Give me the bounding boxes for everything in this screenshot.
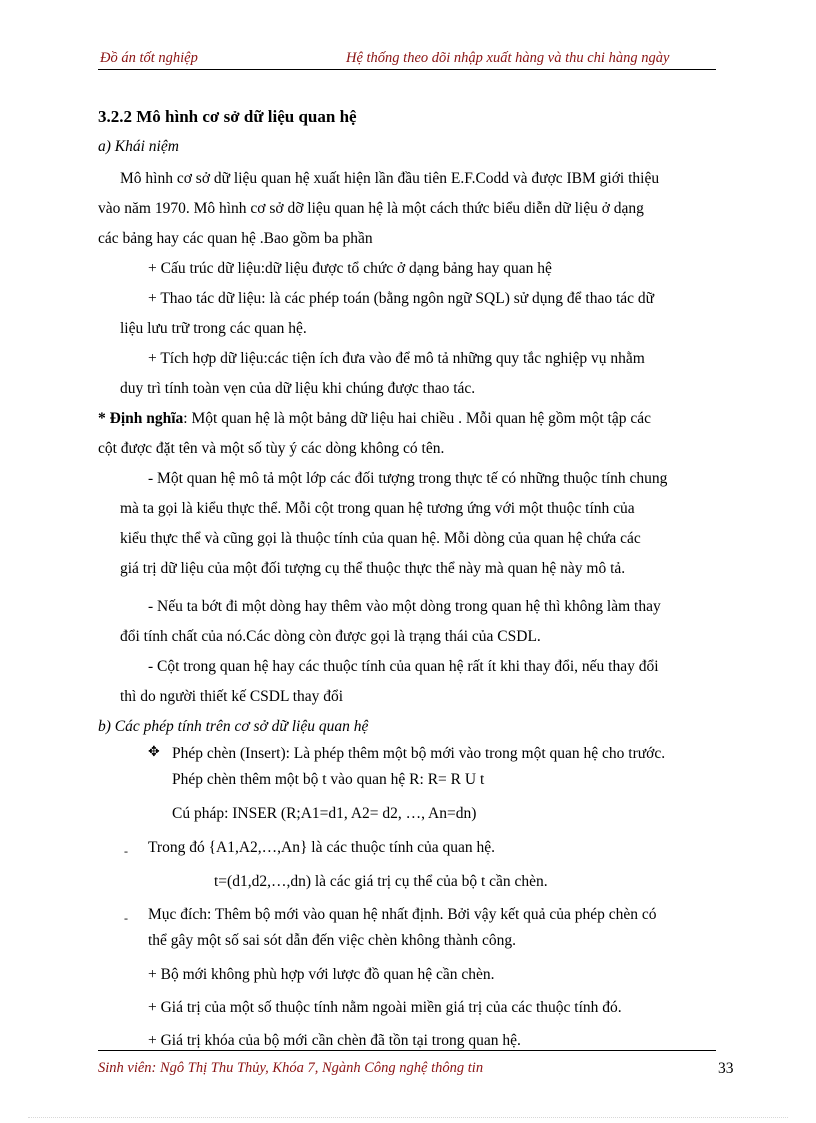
definition-line2: cột được đặt tên và một số tùy ý các dòng không có tên. [98, 440, 445, 457]
footer-student: Sinh viên: Ngô Thị Thu Thủy, Khóa 7, Ngành Công nghệ thông tin [98, 1060, 484, 1076]
four-petal-bullet-icon: ✥ [148, 745, 160, 760]
note2-line1: - Nếu ta bớt đi một dòng hay thêm vào một dòng trong quan hệ thì không làm thay [148, 598, 661, 615]
insert-purpose-line2: thể gây một số sai sót dẫn đến việc chèn không thành công. [148, 932, 517, 949]
insert-syntax: Cú pháp: INSER (R;A1=d1, A2= d2, …, An=dn) [172, 805, 477, 822]
note1-line4: giá trị dữ liệu của một đối tượng cụ thể thuộc thực thể này mà quan hệ này mô tả. [120, 560, 626, 577]
page-number: 33 [718, 1060, 734, 1077]
part-operations-line1: + Thao tác dữ liệu: là các phép toán (bằng ngôn ngữ SQL) sử dụng để thao tác dữ [148, 290, 655, 307]
section-title: 3.2.2 Mô hình cơ sở dữ liệu quan hệ [98, 107, 357, 126]
part-integrity-line1: + Tích hợp dữ liệu:các tiện ích đưa vào để mô tả những quy tắc nghiệp vụ nhằm [148, 350, 645, 367]
insert-where: Trong đó {A1,A2,…,An} là các thuộc tính của quan hệ. [148, 839, 496, 856]
list-dot: - [124, 911, 128, 925]
definition-label: * Định nghĩa [98, 410, 184, 427]
note3-line2: thì do người thiết kế CSDL thay đổi [120, 688, 344, 705]
definition-text: : Một quan hệ là một bảng dữ liệu hai chiều . Mỗi quan hệ gồm một tập các [183, 410, 651, 427]
note1-line3: kiểu thực thể và cũng gọi là thuộc tính của quan hệ. Mỗi dòng của quan hệ chứa các [120, 530, 641, 547]
subsection-a-heading: a) Khái niệm [98, 138, 179, 155]
part-integrity-line2: duy trì tính toàn vẹn của dữ liệu khi chúng được thao tác. [120, 380, 476, 397]
note1-line2: mà ta gọi là kiểu thực thể. Mỗi cột trong quan hệ tương ứng với một thuộc tính của [120, 500, 635, 517]
header-right-title: Hệ thống theo dõi nhập xuất hàng và thu chi hàng ngày [346, 50, 670, 66]
para1-line2: vào năm 1970. Mô hình cơ sở dỡ liệu quan hệ là một cách thức biểu diễn dữ liệu ở dạng [98, 200, 644, 217]
para1-line3: các bảng hay các quan hệ .Bao gồm ba phần [98, 230, 373, 247]
insert-error-2: + Giá trị của một số thuộc tính nằm ngoài miền giá trị của các thuộc tính đó. [148, 999, 622, 1016]
insert-error-1: + Bộ mới không phù hợp với lược đồ quan hệ cần chèn. [148, 966, 495, 983]
part-structure: + Cấu trúc dữ liệu:dữ liệu được tổ chức ở dạng bảng hay quan hệ [148, 260, 552, 277]
insert-values: t=(d1,d2,…,dn) là các giá trị cụ thể của bộ t cần chèn. [214, 873, 548, 890]
insert-purpose-line1: Mục đích: Thêm bộ mới vào quan hệ nhất định. Bởi vậy kết quả của phép chèn có [148, 906, 657, 923]
header-rule [98, 69, 716, 70]
footer-rule [98, 1050, 716, 1051]
header-left-title: Đồ án tốt nghiệp [100, 50, 198, 66]
insert-line2: Phép chèn thêm một bộ t vào quan hệ R: R= R U t [172, 771, 485, 788]
note3-line1: - Cột trong quan hệ hay các thuộc tính của quan hệ rất ít khi thay đổi, nếu thay đổi [148, 658, 659, 675]
note1-line1: - Một quan hệ mô tả một lớp các đối tượng trong thực tế có những thuộc tính chung [148, 470, 668, 487]
para1-line1: Mô hình cơ sở dữ liệu quan hệ xuất hiện lần đầu tiên E.F.Codd và được IBM giới thiệu [120, 170, 660, 187]
page-edge [28, 1117, 788, 1118]
subsection-b-heading: b) Các phép tính trên cơ sở dữ liệu quan hệ [98, 718, 369, 735]
note2-line2: đổi tính chất của nó.Các dòng còn được gọi là trạng thái của CSDL. [120, 628, 541, 645]
list-dot: - [124, 844, 128, 858]
insert-error-3: + Giá trị khóa của bộ mới cần chèn đã tồn tại trong quan hệ. [148, 1032, 521, 1049]
part-operations-line2: liệu lưu trữ trong các quan hệ. [120, 320, 307, 337]
insert-line1: Phép chèn (Insert): Là phép thêm một bộ mới vào trong một quan hệ cho trước. [172, 745, 666, 762]
definition-line1 [98, 411, 651, 427]
